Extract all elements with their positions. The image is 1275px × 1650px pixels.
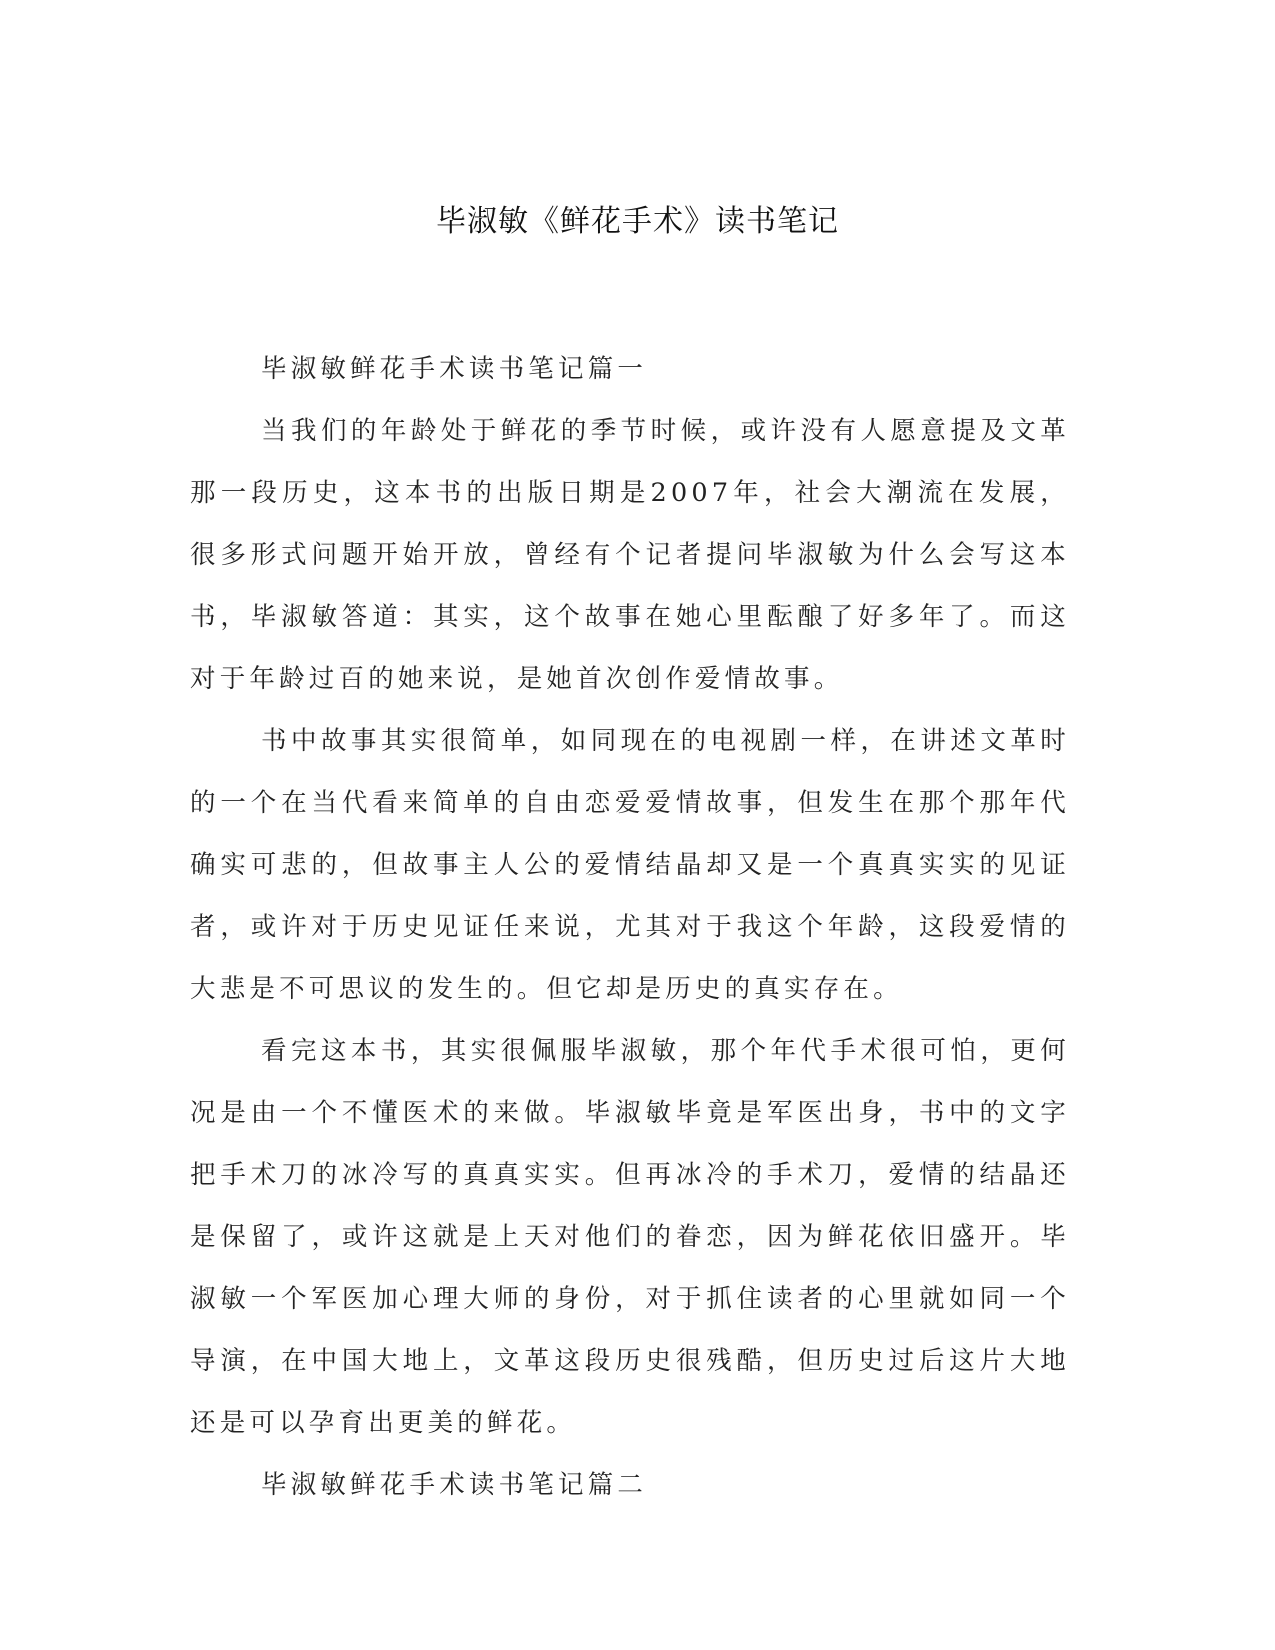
section-heading-2: 毕淑敏鲜花手术读书笔记篇二	[261, 1470, 648, 1500]
paragraph-2: 书中故事其实很简单，如同现在的电视剧一样，在讲述文革时的一个在当代看来简单的自由恋爱爱情故事，但发生在那个那年代确实可悲的，但故事主人公的爱情结晶却又是一个真真实实的见证者，或许对于历史见证任来说，尤其对于我这个年龄，这段爱情的大悲是不可思议的发生的。但它却是历史的真实存在。	[190, 726, 1070, 1004]
paragraph-3: 看完这本书，其实很佩服毕淑敏，那个年代手术很可怕，更何况是由一个不懂医术的来做。毕淑敏毕竟是军医出身，书中的文字把手术刀的冰冷写的真真实实。但再冰冷的手术刀，爱情的结晶还是保留了，或许这就是上天对他们的眷恋，因为鲜花依旧盛开。毕淑敏一个军医加心理大师的身份，对于抓住读者的心里就如同一个导演，在中国大地上，文革这段历史很残酷，但历史过后这片大地还是可以孕育出更美的鲜花。	[190, 1036, 1070, 1438]
document-body	[190, 338, 1070, 1516]
document-title: 毕淑敏《鲜花手术》读书笔记	[436, 204, 839, 239]
section-heading-1: 毕淑敏鲜花手术读书笔记篇一	[261, 354, 648, 384]
paragraph-1: 当我们的年龄处于鲜花的季节时候，或许没有人愿意提及文革那一段历史，这本书的出版日期是2007年，社会大潮流在发展，很多形式问题开始开放，曾经有个记者提问毕淑敏为什么会写这本书，毕淑敏答道：其实，这个故事在她心里酝酿了好多年了。而这对于年龄过百的她来说，是她首次创作爱情故事。	[190, 416, 1070, 694]
